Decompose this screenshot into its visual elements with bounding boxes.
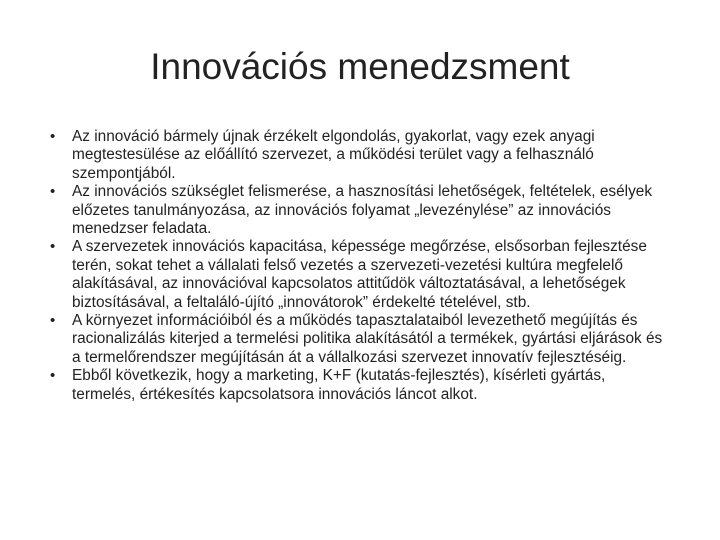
bullet-text: A környezet információiból és a működés tapasztalataiból levezethető megújítás és racionalizálás kiterjed a termelési politika alakításától a termékek, gyártási eljárások és a termelőrendszer megújításán át a vállalkozási szervezet innovatív fejlesztéséig. [72, 312, 663, 366]
bullet-text: Az innováció bármely újnak érzékelt elgondolás, gyakorlat, vagy ezek anyagi megtestesülése az előállító szervezet, a működési terület vagy a felhasználó szempontjából. [72, 128, 595, 182]
bullet-text: A szervezetek innovációs kapacitása, képessége megőrzése, elsősorban fejlesztése terén, sokat tehet a vállalati felső vezetés a szervezeti-vezetési kultúra megfelelő alakításával, az innovációval kapcsolatos attitűdök változtatásával, a lehetőségek biztosításával, a feltaláló-újító „innovátorok” érdekelté tételével, stb. [72, 238, 647, 311]
bullet-dot-icon: • [50, 312, 56, 330]
bullet-item [50, 312, 672, 367]
bullet-dot-icon: • [50, 367, 56, 385]
bullet-dot-icon: • [50, 238, 56, 256]
bullet-dot-icon: • [50, 128, 56, 145]
bullet-text: Az innovációs szükséglet felismerése, a hasznosítási lehetőségek, feltételek, esélyek előzetes tanulmányozása, az innovációs folyamat „levezénylése” az innovációs menedzser feladata. [72, 183, 653, 238]
slide-title: Innovációs menedzsment [150, 46, 570, 87]
bullet-item [50, 128, 672, 183]
bullet-text: Ebből következik, hogy a marketing, K+F (kutatás-fejlesztés), kísérleti gyártás, termelés, értékesítés kapcsolatsora innovációs láncot alkot. [72, 367, 606, 403]
bullet-item [50, 367, 672, 404]
bullet-item [50, 183, 672, 238]
bullet-dot-icon: • [50, 183, 56, 201]
bullet-list [50, 128, 672, 404]
bullet-item [50, 238, 672, 312]
